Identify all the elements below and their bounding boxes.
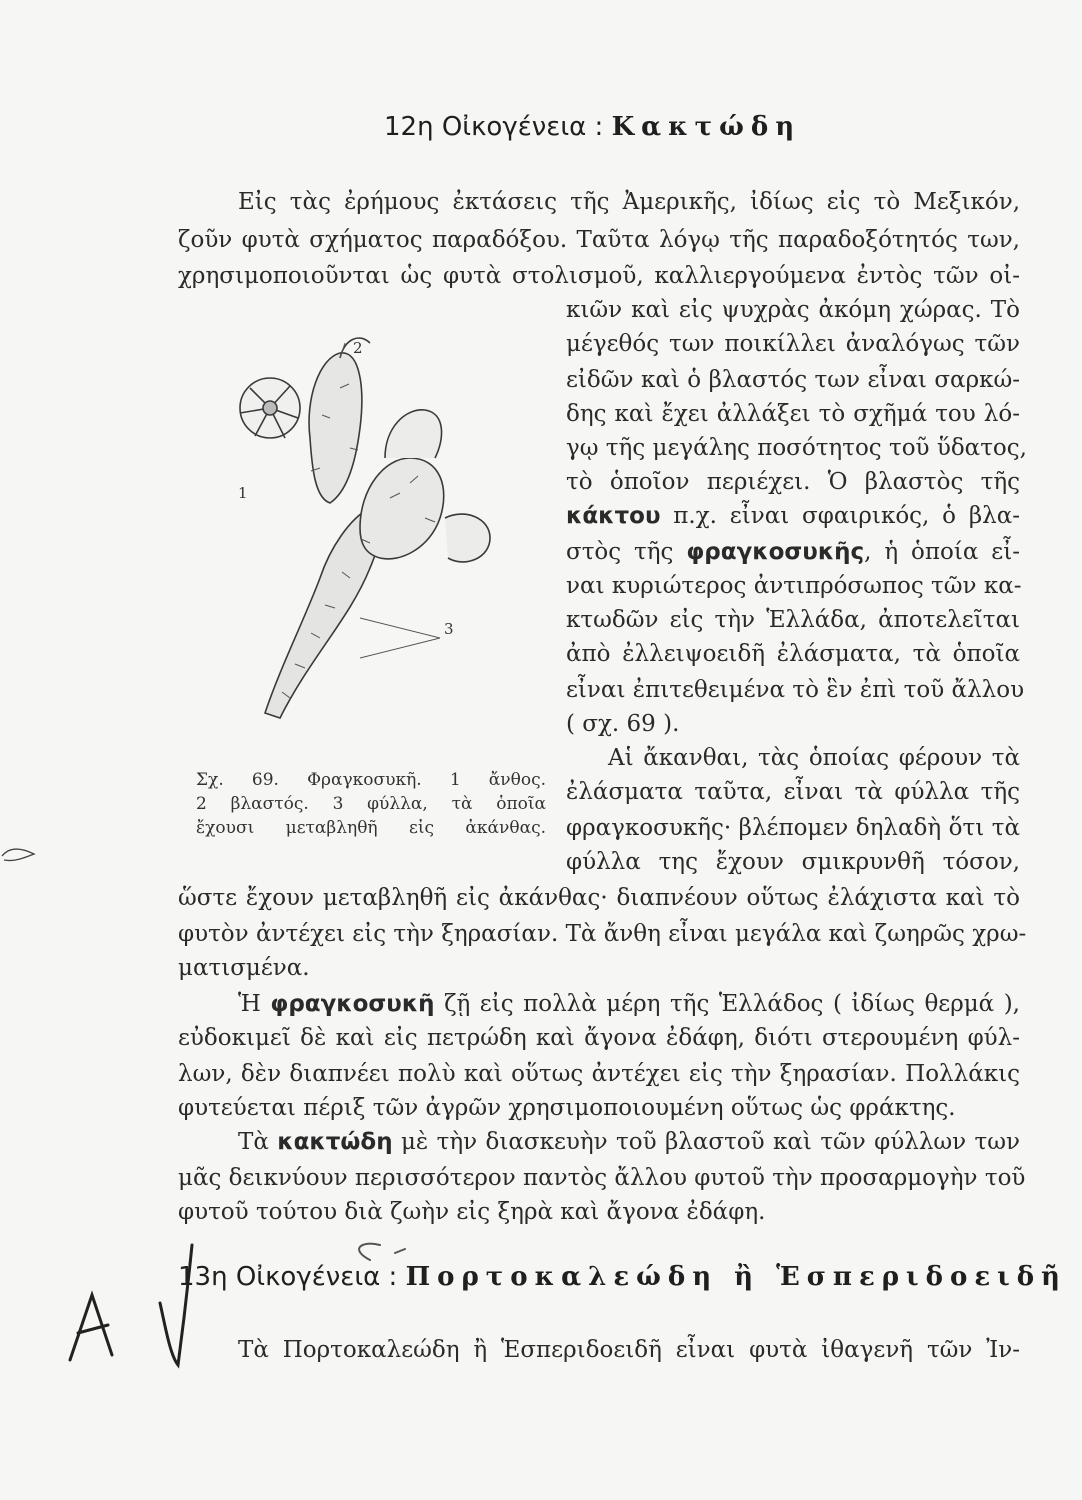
prickly-pear-illustration: [210, 318, 500, 728]
section-heading-12: [384, 112, 801, 142]
figure-label-2: 2: [353, 339, 363, 357]
text-line: Εἰς τὰς ἐρήμους ἐκτάσεις τῆς Ἀμερικῆς, ἰδίως εἰς τὸ Μεξικόν,: [238, 189, 1020, 215]
text-line: εὐδοκιμεῖ δὲ καὶ εἰς πετρώδη καὶ ἄγονα ἐδάφη, διότι στερουμένη φύλ-: [178, 1025, 1020, 1051]
text-line: δης καὶ ἔχει ἀλλάξει τὸ σχῆμά του λό-: [566, 401, 1020, 427]
heading-title: Κακτώδη: [611, 112, 802, 142]
text-line: ζοῦν φυτὰ σχήματος παραδόξου. Ταῦτα λόγῳ τῆς παραδοξότητός των,: [178, 227, 1020, 253]
heading-number: 12η Οἰκογένεια :: [384, 112, 604, 142]
caption-line: ἔχουσι μεταβληθῆ εἰς ἀκάνθας.: [196, 818, 546, 838]
text-line: φυτὸν ἀντέχει εἰς τὴν ξηρασίαν. Τὰ ἄνθη εἶναι μεγάλα καὶ ζωηρῶς χρω-: [178, 921, 1027, 947]
bold-term: φραγκοσυκῆς: [686, 539, 865, 565]
handwritten-marks: [50, 1225, 410, 1385]
bold-term: φραγκοσυκῆ: [270, 991, 435, 1017]
text-line: [566, 538, 1020, 566]
text-line: Τὰ Πορτοκαλεώδη ἢ Ἑσπεριδοειδῆ εἶναι φυτὰ ἰθαγενῆ τῶν Ἰν-: [238, 1337, 1020, 1363]
text-line: εἶναι ἐπιτεθειμένα τὸ ἓν ἐπὶ τοῦ ἄλλου: [566, 677, 1025, 703]
text-span: Τὰ: [238, 1129, 278, 1155]
text-line: [238, 1128, 1020, 1156]
text-line: χρησιμοποιοῦνται ὡς φυτὰ στολισμοῦ, καλλιεργούμενα ἐντὸς τῶν οἰ-: [178, 263, 1020, 289]
text-line: μέγεθός των ποικίλλει ἀναλόγως τῶν: [566, 331, 1020, 357]
text-line: φυτεύεται πέριξ τῶν ἀγρῶν χρησιμοποιουμένη οὕτως ὡς φράκτης.: [178, 1095, 956, 1121]
text-line: Αἱ ἄκανθαι, τὰς ὁποίας φέρουν τὰ: [608, 745, 1020, 771]
caption-line: 2 βλαστός. 3 φύλλα, τὰ ὁποῖα: [196, 794, 546, 814]
text-line: τὸ ὁποῖον περιέχει. Ὁ βλαστὸς τῆς: [566, 469, 1020, 495]
text-span: π.χ. εἶναι σφαιρικός, ὁ βλα-: [660, 503, 1020, 529]
text-line: ἐλάσματα ταῦτα, εἶναι τὰ φύλλα τῆς: [566, 779, 1020, 805]
text-span: μὲ τὴν διασκευὴν τοῦ βλαστοῦ καὶ τῶν φύλλων των: [392, 1129, 1020, 1155]
text-line: [238, 990, 1020, 1018]
caption-line: Σχ. 69. Φραγκοσυκῆ. 1 ἄνθος.: [196, 770, 546, 790]
text-span: στὸς τῆς: [566, 539, 687, 565]
figure-caption: [196, 768, 546, 840]
text-span: , ἡ ὁποία εἶ-: [864, 539, 1020, 565]
heading-number: 13η Οἰκογένεια :: [178, 1262, 398, 1292]
text-line: φύλλα της ἔχουν σμικρυνθῆ τόσον,: [566, 849, 1020, 875]
text-line: ἀπὸ ἐλλειψοειδῆ ἐλάσματα, τὰ ὁποῖα: [566, 641, 1020, 667]
text-line: εἰδῶν καὶ ὁ βλαστός των εἶναι σαρκώ-: [566, 367, 1020, 393]
figure-label-3: 3: [444, 620, 454, 638]
text-line: γῳ τῆς μεγάλης ποσότητος τοῦ ὕδατος,: [566, 435, 1027, 461]
bold-term: κάκτου: [566, 503, 661, 529]
text-line: φραγκοσυκῆς· βλέπομεν δηλαδὴ ὅτι τὰ: [566, 815, 1020, 841]
text-line: μᾶς δεικνύουν περισσότερον παντὸς ἄλλου φυτοῦ τὴν προσαρμογὴν τοῦ: [178, 1165, 1026, 1191]
heading-title: Πορτοκαλεώδη ἢ Ἑσπεριδοειδῆ: [405, 1262, 1067, 1292]
text-span: Ἡ: [238, 991, 271, 1017]
text-span: ζῇ εἰς πολλὰ μέρη τῆς Ἑλλάδος ( ἰδίως θερμά ),: [434, 991, 1020, 1017]
text-line: φυτοῦ τούτου διὰ ζωὴν εἰς ξηρὰ καὶ ἄγονα ἐδάφη.: [178, 1199, 766, 1225]
text-line: λων, δὲν διαπνέει πολὺ καὶ οὕτως ἀντέχει εἰς τὴν ξηρασίαν. Πολλάκις: [178, 1061, 1020, 1087]
figure-label-1: 1: [238, 484, 248, 502]
text-line: ματισμένα.: [178, 955, 310, 981]
margin-scribble: [0, 838, 40, 868]
text-line: κτωδῶν εἰς τὴν Ἑλλάδα, ἀποτελεῖται: [566, 607, 1020, 633]
text-line: κιῶν καὶ εἰς ψυχρὰς ἀκόμη χώρας. Τὸ: [566, 297, 1020, 323]
text-line: ( σχ. 69 ).: [566, 711, 680, 737]
text-line: [566, 502, 1020, 530]
text-line: ναι κυριώτερος ἀντιπρόσωπος τῶν κα-: [566, 573, 1022, 599]
bold-term: κακτώδη: [277, 1129, 393, 1155]
text-line: ὥστε ἔχουν μεταβληθῆ εἰς ἀκάνθας· διαπνέουν οὕτως ἐλάχιστα καὶ τὸ: [178, 885, 1020, 911]
